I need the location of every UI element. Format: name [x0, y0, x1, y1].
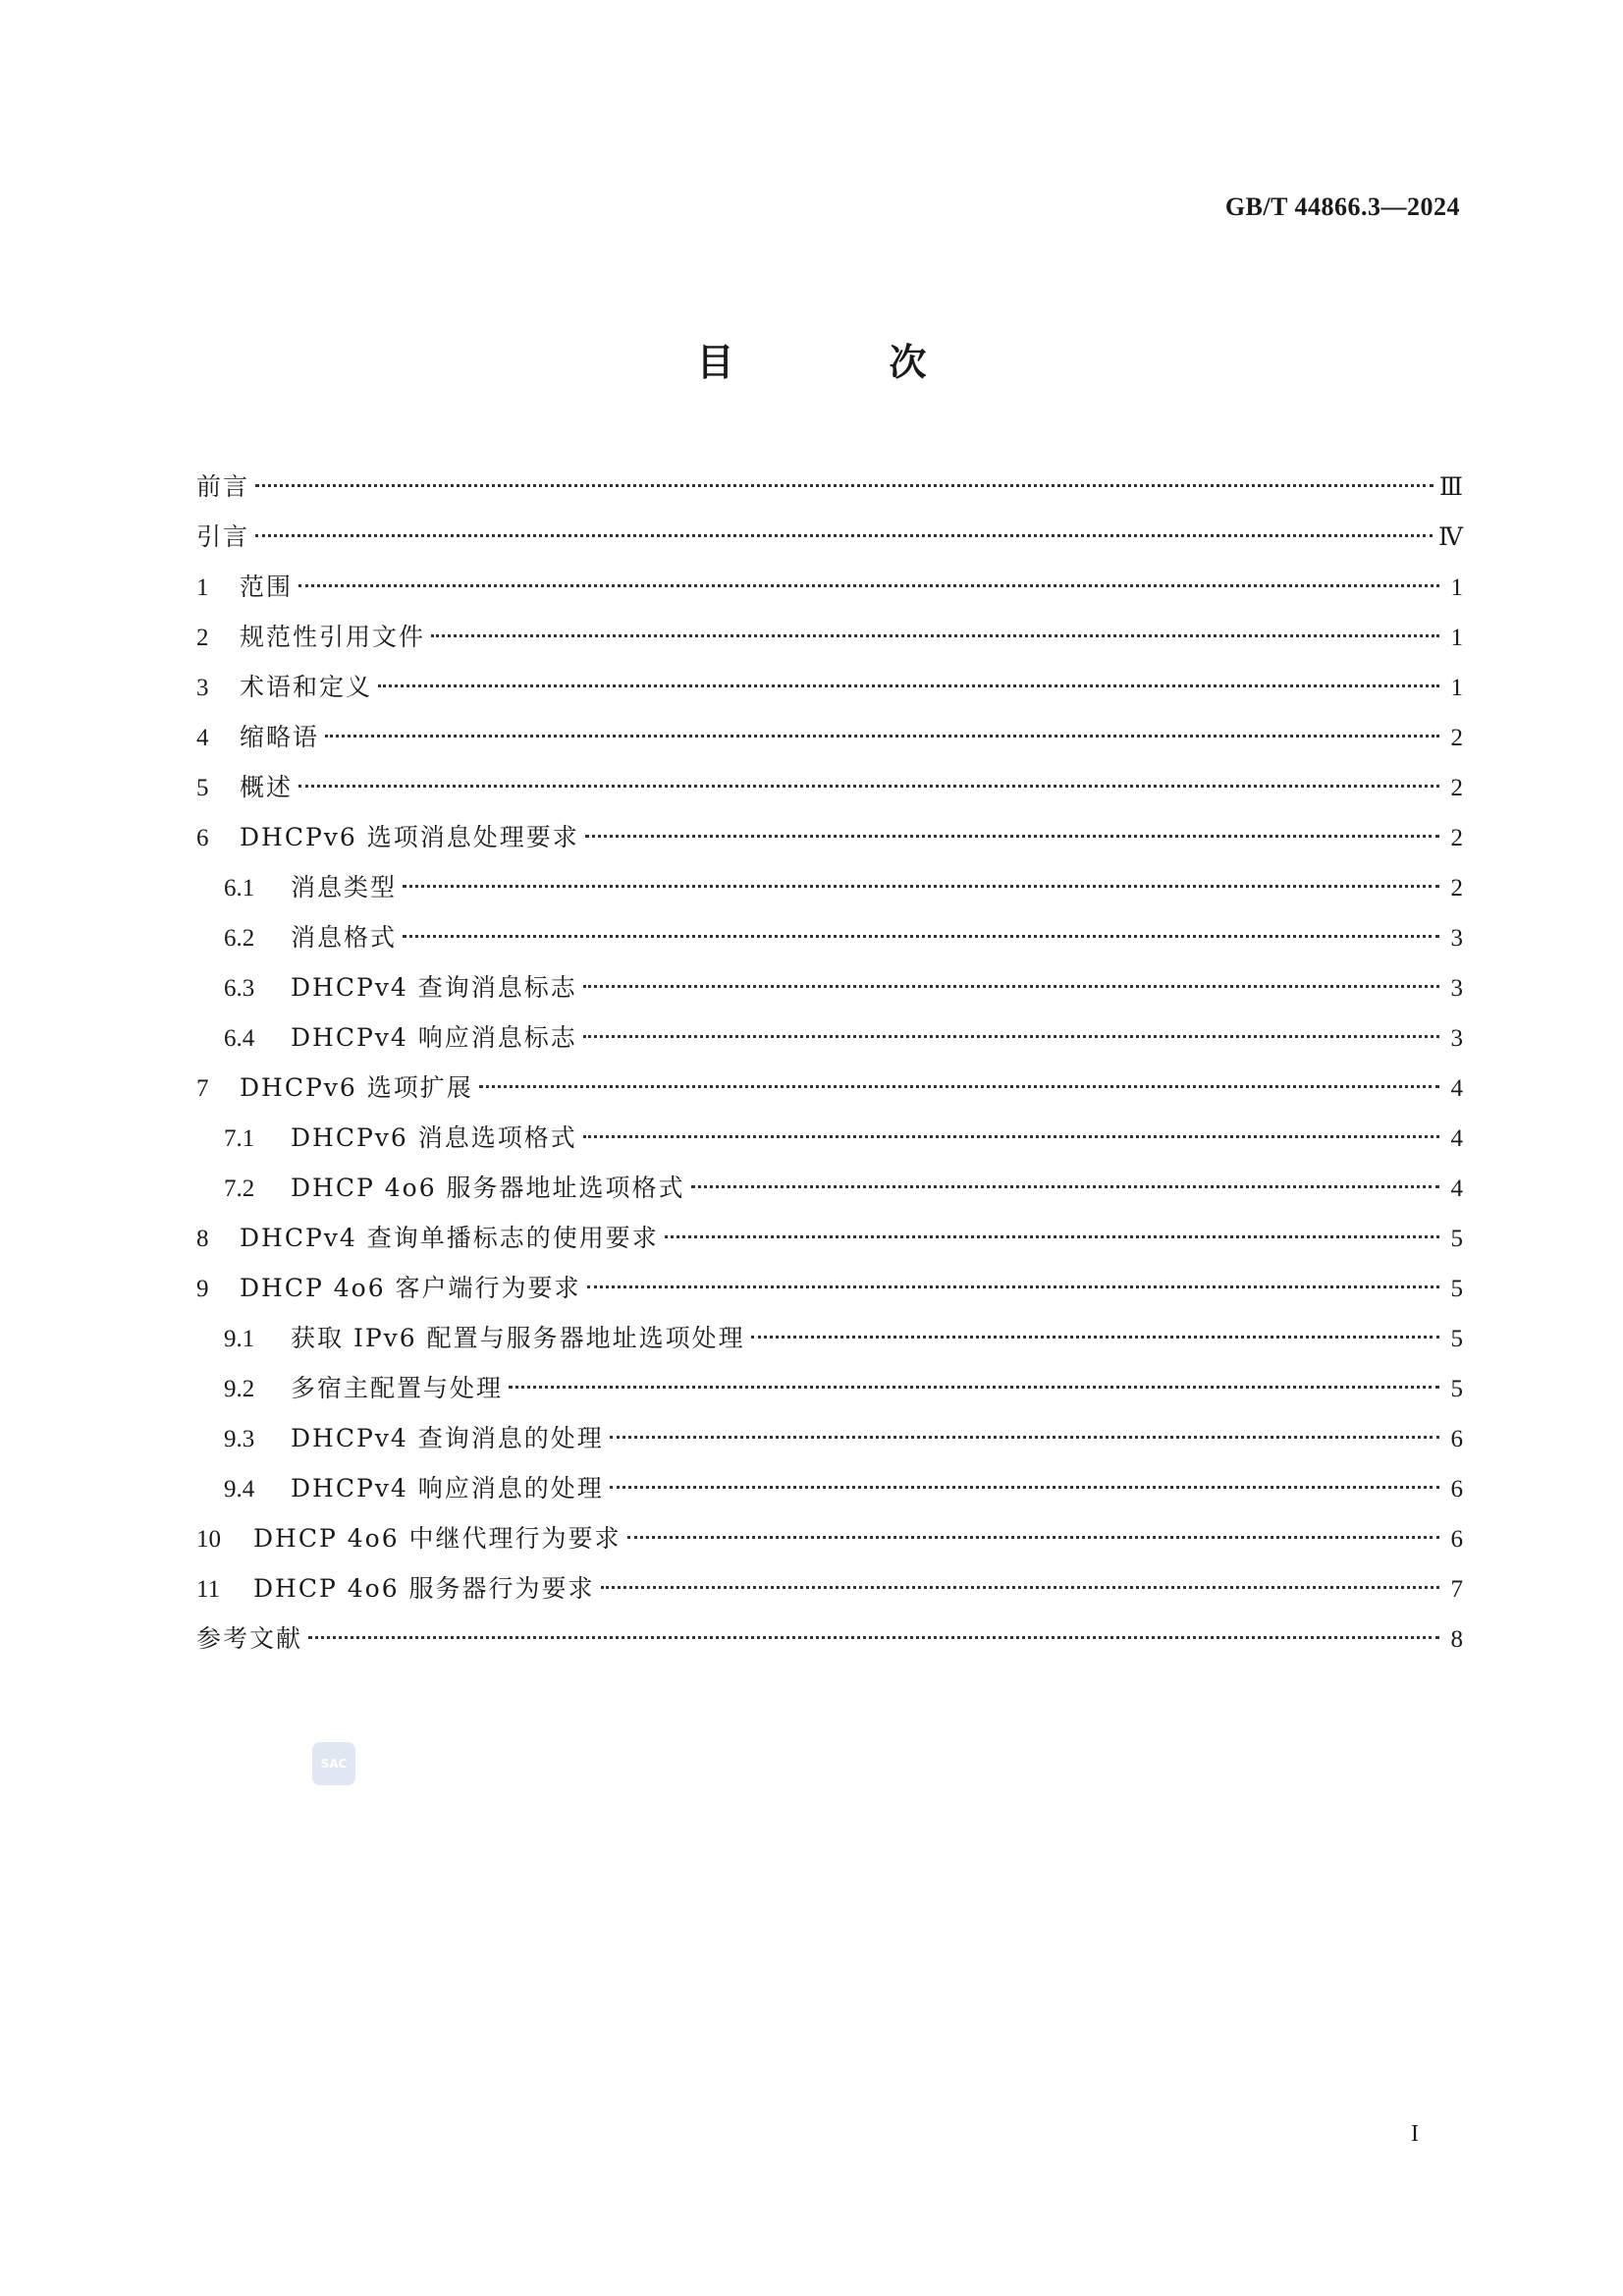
toc-entry-number: 5 — [196, 775, 209, 801]
toc-entry[interactable] — [196, 962, 1463, 1012]
toc-dot-leader — [610, 1436, 1439, 1439]
toc-entry[interactable] — [196, 812, 1463, 862]
toc-dot-leader — [325, 735, 1439, 738]
toc-dot-leader — [583, 1035, 1439, 1038]
toc-entry-label: 多宿主配置与处理 — [291, 1374, 504, 1402]
toc-entry[interactable] — [196, 612, 1463, 662]
toc-entry-page: 5 — [1450, 1326, 1463, 1352]
toc-entry-number: 9.1 — [224, 1326, 255, 1352]
toc-dot-leader — [308, 1636, 1439, 1639]
toc-entry-label: DHCP 4o6 服务器行为要求 — [253, 1574, 595, 1603]
toc-entry[interactable] — [196, 1563, 1463, 1613]
toc-entry-number: 7 — [196, 1075, 209, 1102]
toc-entry-number: 6.3 — [224, 975, 255, 1002]
toc-dot-leader — [255, 534, 1433, 537]
toc-dot-leader — [601, 1586, 1439, 1589]
toc-entry-label: DHCP 4o6 服务器地址选项格式 — [291, 1174, 685, 1202]
toc-dot-leader — [585, 835, 1439, 838]
toc-entry-label: 消息类型 — [291, 873, 398, 902]
toc-entry-number: 8 — [196, 1226, 209, 1252]
toc-dot-leader — [627, 1536, 1439, 1539]
toc-entry-page: Ⅳ — [1438, 524, 1463, 551]
toc-entry[interactable] — [196, 662, 1463, 712]
toc-entry-page: 3 — [1450, 925, 1463, 952]
toc-entry[interactable] — [196, 1413, 1463, 1463]
toc-entry-label: DHCPv4 查询消息的处理 — [291, 1424, 604, 1452]
toc-entry-label: DHCPv4 响应消息标志 — [291, 1023, 577, 1052]
toc-entry-label: 概述 — [240, 773, 294, 801]
toc-entry[interactable] — [196, 1463, 1463, 1513]
toc-entry-page: 3 — [1450, 975, 1463, 1002]
toc-dot-leader — [431, 634, 1439, 637]
toc-entry-page: 7 — [1450, 1576, 1463, 1603]
toc-entry-number: 7.1 — [224, 1125, 255, 1152]
toc-entry[interactable] — [196, 1613, 1463, 1664]
toc-dot-leader — [378, 684, 1439, 687]
toc-entry-page: 3 — [1450, 1025, 1463, 1052]
toc-entry-number: 4 — [196, 725, 209, 751]
toc-entry-page: 5 — [1450, 1226, 1463, 1252]
toc-entry-page: 5 — [1450, 1376, 1463, 1402]
page-number: I — [1411, 2121, 1419, 2147]
toc-entry[interactable] — [196, 1012, 1463, 1063]
table-of-contents — [196, 462, 1463, 1664]
toc-entry-label: DHCP 4o6 中继代理行为要求 — [253, 1524, 622, 1553]
toc-entry[interactable] — [196, 862, 1463, 912]
toc-entry-number: 7.2 — [224, 1175, 255, 1202]
toc-entry[interactable] — [196, 1063, 1463, 1113]
toc-entry-number: 1 — [196, 574, 209, 601]
toc-dot-leader — [691, 1185, 1439, 1188]
toc-entry[interactable] — [196, 1113, 1463, 1163]
toc-entry-page: 4 — [1450, 1175, 1463, 1202]
toc-entry-page: 2 — [1450, 725, 1463, 751]
toc-entry-number: 11 — [196, 1576, 221, 1603]
toc-dot-leader — [403, 935, 1439, 938]
page-title: 目 次 — [696, 341, 986, 384]
toc-entry-label: DHCPv4 响应消息的处理 — [291, 1474, 604, 1503]
toc-entry-label: DHCPv6 选项消息处理要求 — [240, 823, 579, 851]
toc-entry-label: 缩略语 — [240, 723, 320, 751]
toc-entry-page: 1 — [1450, 574, 1463, 601]
toc-entry[interactable] — [196, 912, 1463, 962]
toc-entry[interactable] — [196, 712, 1463, 762]
toc-dot-leader — [479, 1085, 1439, 1088]
toc-entry-page: 2 — [1450, 875, 1463, 902]
toc-entry-label: 术语和定义 — [240, 673, 373, 701]
toc-entry-label: 引言 — [196, 522, 250, 551]
toc-entry-number: 6.1 — [224, 875, 255, 902]
toc-entry[interactable] — [196, 1263, 1463, 1313]
toc-dot-leader — [298, 785, 1439, 788]
toc-entry-number: 6 — [196, 825, 209, 851]
toc-entry-number: 9.3 — [224, 1426, 255, 1452]
toc-entry-number: 10 — [196, 1526, 221, 1553]
toc-dot-leader — [751, 1336, 1439, 1339]
toc-entry-number: 9 — [196, 1276, 209, 1302]
toc-entry[interactable] — [196, 462, 1463, 512]
toc-entry-label: DHCP 4o6 客户端行为要求 — [240, 1274, 581, 1302]
sac-watermark-logo: SAC — [312, 1742, 355, 1785]
toc-dot-leader — [255, 484, 1434, 487]
toc-dot-leader — [403, 885, 1439, 888]
toc-entry-number: 3 — [196, 675, 209, 701]
toc-entry-label: 范围 — [240, 573, 294, 601]
toc-entry[interactable] — [196, 1213, 1463, 1263]
toc-entry-label: 获取 IPv6 配置与服务器地址选项处理 — [291, 1324, 745, 1352]
toc-entry-label: DHCPv4 查询消息标志 — [291, 973, 577, 1002]
toc-dot-leader — [298, 584, 1439, 587]
toc-dot-leader — [587, 1285, 1439, 1288]
toc-entry-label: 参考文献 — [196, 1624, 303, 1653]
toc-dot-leader — [610, 1486, 1439, 1489]
toc-entry-label: 消息格式 — [291, 923, 398, 952]
toc-entry-label: DHCPv4 查询单播标志的使用要求 — [240, 1224, 659, 1252]
toc-entry[interactable] — [196, 512, 1463, 562]
toc-entry-label: DHCPv6 选项扩展 — [240, 1073, 473, 1102]
toc-entry-number: 9.2 — [224, 1376, 255, 1402]
toc-dot-leader — [583, 985, 1439, 988]
toc-entry-page: 4 — [1450, 1075, 1463, 1102]
toc-entry[interactable] — [196, 562, 1463, 612]
toc-entry-page: 4 — [1450, 1125, 1463, 1152]
toc-entry[interactable] — [196, 1163, 1463, 1213]
toc-entry-label: 规范性引用文件 — [240, 623, 426, 651]
toc-entry-page: 2 — [1450, 775, 1463, 801]
toc-entry-page: 2 — [1450, 825, 1463, 851]
toc-entry-label: DHCPv6 消息选项格式 — [291, 1123, 577, 1152]
toc-entry-number: 9.4 — [224, 1476, 255, 1503]
standard-number: GB/T 44866.3—2024 — [1224, 192, 1460, 221]
toc-entry[interactable] — [196, 1313, 1463, 1363]
toc-entry-page: 5 — [1450, 1276, 1463, 1302]
toc-entry-page: 8 — [1450, 1626, 1463, 1653]
toc-entry-number: 2 — [196, 625, 209, 651]
toc-entry[interactable] — [196, 1513, 1463, 1563]
toc-entry[interactable] — [196, 1363, 1463, 1413]
toc-entry-page: 6 — [1450, 1426, 1463, 1452]
toc-dot-leader — [509, 1386, 1439, 1389]
toc-entry-label: 前言 — [196, 472, 250, 501]
toc-entry-number: 6.2 — [224, 925, 255, 952]
toc-entry-page: 6 — [1450, 1526, 1463, 1553]
toc-entry-page: Ⅲ — [1438, 474, 1463, 501]
toc-dot-leader — [665, 1235, 1439, 1238]
toc-dot-leader — [583, 1135, 1439, 1138]
toc-entry-page: 1 — [1450, 625, 1463, 651]
toc-entry[interactable] — [196, 762, 1463, 812]
toc-entry-page: 6 — [1450, 1476, 1463, 1503]
toc-entry-number: 6.4 — [224, 1025, 255, 1052]
toc-entry-page: 1 — [1450, 675, 1463, 701]
